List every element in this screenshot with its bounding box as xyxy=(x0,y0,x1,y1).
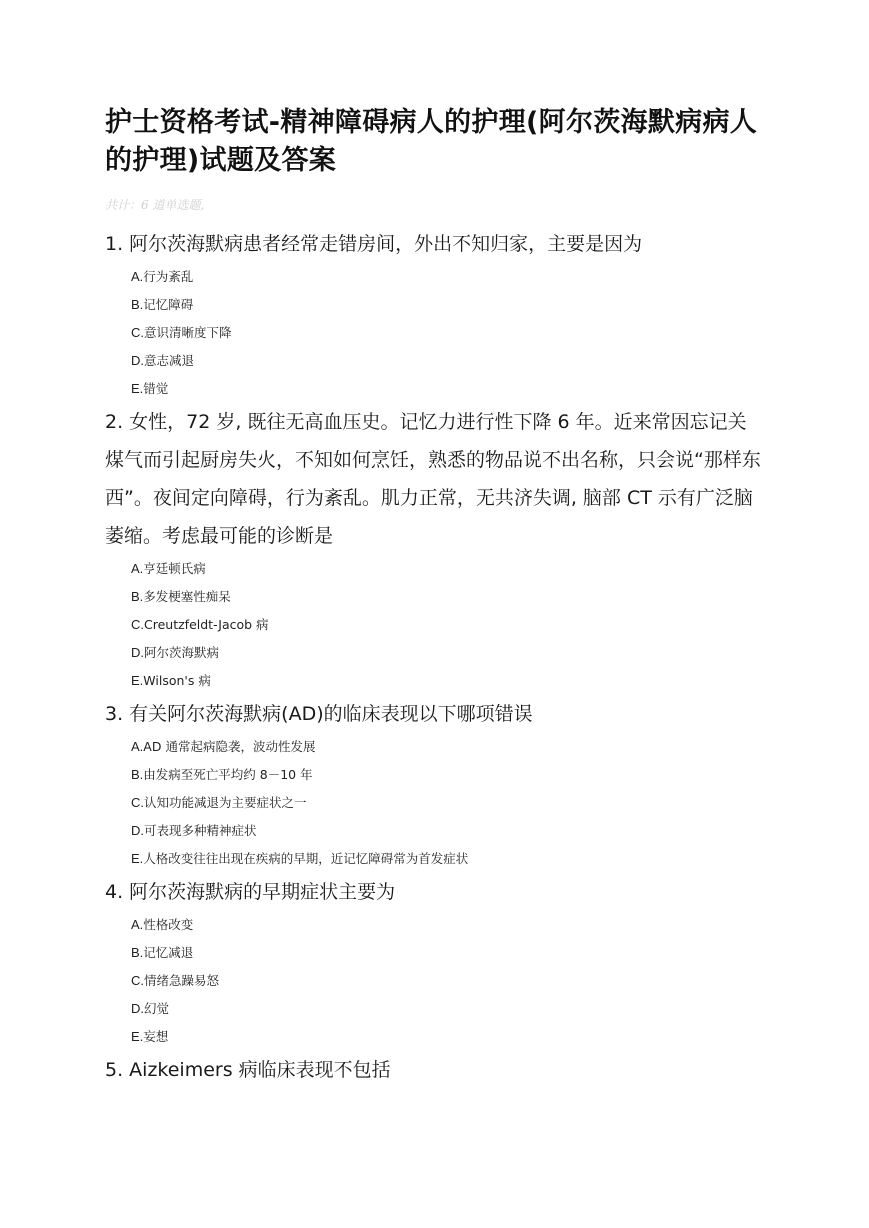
option-c xyxy=(131,789,765,817)
question-stem: 3. 有关阿尔茨海默病(AD)的临床表现以下哪项错误 xyxy=(105,703,533,725)
option-b xyxy=(131,761,765,789)
option-text: 由发病至死亡平均约 8－10 年 xyxy=(143,767,313,782)
option-e xyxy=(131,1023,765,1051)
option-letter: A. xyxy=(131,561,144,576)
question-5 xyxy=(105,1051,765,1089)
option-letter: C. xyxy=(131,325,144,340)
option-letter: A. xyxy=(131,739,144,754)
question-4 xyxy=(105,873,765,1051)
option-letter: B. xyxy=(131,589,144,604)
question-stem: 1. 阿尔茨海默病患者经常走错房间，外出不知归家，主要是因为 xyxy=(105,233,643,255)
option-text: 记忆障碍 xyxy=(143,297,194,312)
question-count-meta: 共计：6 道单选题, xyxy=(105,198,205,212)
option-letter: A. xyxy=(131,269,144,284)
option-text: 妄想 xyxy=(143,1029,169,1044)
option-letter: D. xyxy=(131,823,144,838)
option-letter: E. xyxy=(131,673,144,688)
option-list xyxy=(105,733,765,873)
option-text: 多发梗塞性痴呆 xyxy=(143,589,231,604)
option-letter: B. xyxy=(131,767,144,782)
question-stem: 5. Aizkeimers 病临床表现不包括 xyxy=(105,1059,391,1081)
option-letter: D. xyxy=(131,353,144,368)
option-text: 错觉 xyxy=(143,381,169,396)
option-a xyxy=(131,733,765,761)
option-c xyxy=(131,319,765,347)
option-d xyxy=(131,817,765,845)
option-letter: E. xyxy=(131,1029,144,1044)
option-text: 人格改变往往出现在疾病的早期，近记忆障碍常为首发症状 xyxy=(143,851,469,866)
option-text: 阿尔茨海默病 xyxy=(144,645,220,660)
option-letter: D. xyxy=(131,1001,144,1016)
question-stem: 4. 阿尔茨海默病的早期症状主要为 xyxy=(105,881,396,903)
option-b xyxy=(131,939,765,967)
option-text: 行为紊乱 xyxy=(143,269,194,284)
option-text: Creutzfeldt-Jacob 病 xyxy=(144,617,269,632)
option-a xyxy=(131,263,765,291)
option-a xyxy=(131,555,765,583)
option-e xyxy=(131,375,765,403)
option-text: Wilson's 病 xyxy=(143,673,211,688)
option-text: 可表现多种精神症状 xyxy=(144,823,257,838)
option-text: AD 通常起病隐袭，波动性发展 xyxy=(143,739,316,754)
option-c xyxy=(131,611,765,639)
option-list xyxy=(105,911,765,1051)
option-letter: B. xyxy=(131,297,144,312)
option-letter: C. xyxy=(131,617,144,632)
option-e xyxy=(131,667,765,695)
option-list xyxy=(105,555,765,695)
option-d xyxy=(131,995,765,1023)
option-b xyxy=(131,291,765,319)
document-title: 护士资格考试-精神障碍病人的护理(阿尔茨海默病病人的护理)试题及答案 xyxy=(105,107,758,176)
option-text: 记忆减退 xyxy=(143,945,194,960)
option-letter: C. xyxy=(131,973,144,988)
question-list xyxy=(105,225,765,1089)
option-text: 认知功能减退为主要症状之一 xyxy=(144,795,307,810)
option-text: 意志减退 xyxy=(144,353,195,368)
option-letter: D. xyxy=(131,645,144,660)
question-2 xyxy=(105,403,765,695)
option-letter: C. xyxy=(131,795,144,810)
option-text: 亨廷顿氏病 xyxy=(143,561,206,576)
question-3 xyxy=(105,695,765,873)
question-stem: 2. 女性，72 岁, 既往无高血压史。记忆力进行性下降 6 年。近来常因忘记关煤气而引起厨房失火，不知如何烹饪，熟悉的物品说不出名称，只会说“那样东西”。夜间定向障碍，行为紊乱。肌力正常，无共济失调, 脑部 CT 示有广泛脑萎缩。考虑最可能的诊断是 xyxy=(105,411,761,547)
option-d xyxy=(131,639,765,667)
option-a xyxy=(131,911,765,939)
question-1 xyxy=(105,225,765,403)
option-text: 性格改变 xyxy=(143,917,194,932)
option-letter: A. xyxy=(131,917,144,932)
option-text: 意识清晰度下降 xyxy=(144,325,232,340)
option-e xyxy=(131,845,765,873)
option-text: 情绪急躁易怒 xyxy=(144,973,220,988)
option-letter: E. xyxy=(131,851,144,866)
option-c xyxy=(131,967,765,995)
option-list xyxy=(105,263,765,403)
option-letter: E. xyxy=(131,381,144,396)
document-page xyxy=(105,104,765,1089)
option-letter: B. xyxy=(131,945,144,960)
option-b xyxy=(131,583,765,611)
option-d xyxy=(131,347,765,375)
option-text: 幻觉 xyxy=(144,1001,170,1016)
